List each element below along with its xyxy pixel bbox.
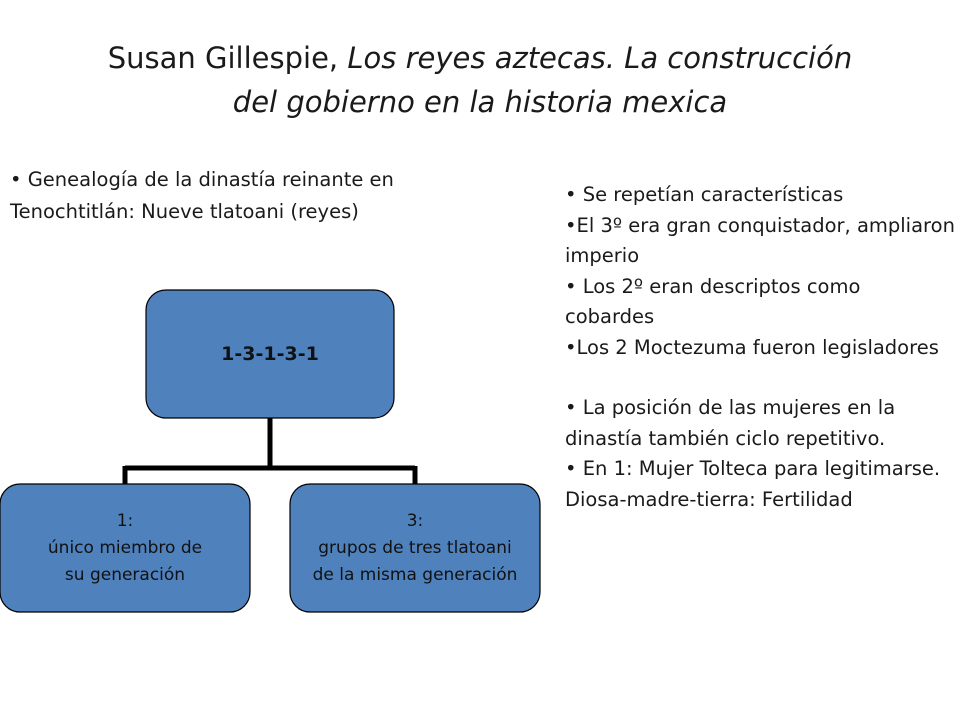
title-work-line2: del gobierno en la historia mexica (232, 85, 728, 119)
connector-lines (125, 418, 415, 484)
child-node-2-line2: grupos de tres tlatoani (318, 537, 512, 558)
characteristic-item: •El 3º era gran conquistador, ampliaron imperio (565, 213, 955, 267)
child-node-2-line3: de la misma generación (312, 564, 518, 585)
characteristic-item: •Los 2 Moctezuma fueron legisladores (565, 335, 939, 359)
title-author: Susan Gillespie, (107, 41, 348, 75)
child-node-1 (0, 484, 250, 612)
child-node-1-line1: 1: (116, 510, 134, 531)
characteristic-item: • Los 2º eran descriptos como cobardes (565, 274, 861, 328)
child-node-2-line1: 3: (406, 510, 424, 531)
child-node-1-line3: su generación (64, 564, 186, 585)
title-work-line1: Los reyes aztecas. La construcción (347, 41, 853, 75)
child-node-1-line2: único miembro de (47, 537, 203, 558)
root-node-label: 1-3-1-3-1 (221, 343, 319, 365)
child-node-2 (290, 484, 540, 612)
women-note-item: • En 1: Mujer Tolteca para legitimarse. Diosa-madre-tierra: Fertilidad (565, 457, 941, 511)
genealogy-note: • Genealogía de la dinastía reinante en Tenochtitlán: Nueve tlatoani (reyes) (10, 168, 394, 223)
women-note-item: • La posición de las mujeres en la dinastía también ciclo repetitivo. (565, 396, 896, 450)
characteristic-item: • Se repetían características (565, 183, 844, 206)
